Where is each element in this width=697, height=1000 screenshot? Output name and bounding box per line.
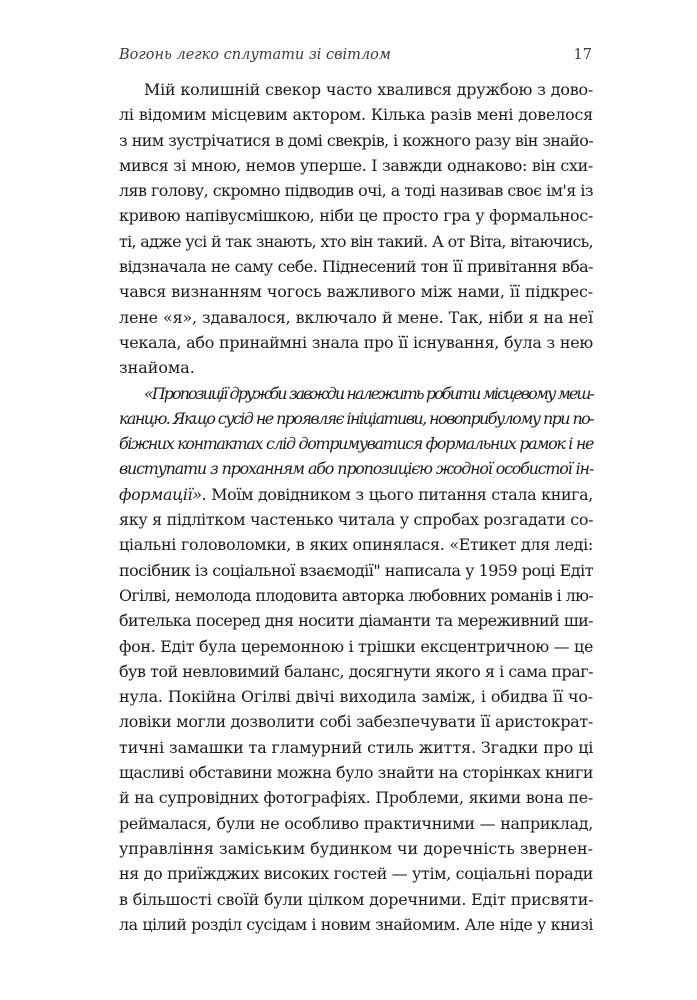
quote-line: біжних контактах слід дотримуватися формальних рамок і не: [119, 434, 593, 454]
text-line: ня до приїжджих високих гостей — утім, соціальні поради: [119, 864, 593, 884]
text-line: тичні замашки та гламурний стиль життя. Згадки про ці: [119, 737, 594, 757]
quote-line: виступати з проханням або пропозицією жодної особистої ін-: [119, 459, 593, 479]
text-line: мився зі мною, немов уперше. І завжди однаково: він схи-: [119, 155, 593, 175]
text-line: яку я підлітком частенько читала у спробах розгадати со-: [119, 510, 594, 530]
quote-line: «Пропозиції дружби завжди належить робити місцевому меш-: [144, 383, 593, 403]
text-line: бителька посеред дня носити діаманти та мереживний ши-: [119, 611, 593, 631]
text-line: ловіки могли дозволити собі забезпечувати її аристократ-: [119, 712, 593, 732]
text-line: лі відомим місцевим актором. Кілька разів мені довелося: [119, 105, 593, 125]
mixed-line: [119, 482, 593, 507]
quote-end: формації»: [119, 484, 202, 504]
text-line: в більшості своїй були цілком доречними. Едіт присвяти-: [119, 889, 594, 909]
text-line: фон. Едіт була церемонною і трішки ексцентричною — це: [119, 636, 594, 656]
text-line: з ним зустрічатися в домі свекрів, і кожного разу він знайо-: [119, 130, 593, 150]
quote-continuation: . Моїм довідником з цього питання стала книга,: [201, 484, 593, 504]
text-line: ляв голову, скромно підводив очі, а тоді називав своє ім'я із: [119, 181, 593, 201]
text-line: управління заміським будинком чи доречність звернен-: [119, 838, 593, 858]
text-line: лене «я», здавалося, включало й мене. Так, ніби я на неї: [119, 307, 593, 327]
text-line: знайома.: [119, 358, 195, 378]
running-title: Вогонь легко сплутати зі світлом: [119, 47, 391, 63]
text-line: реймалася, були не особливо практичними — наприклад,: [119, 813, 593, 833]
text-line: посібник із соціальної взаємодії" написала у 1959 році Едіт: [119, 560, 594, 580]
text-line: нула. Покійна Огілві двічі виходила заміж, і обидва її чо-: [119, 687, 593, 707]
body-text: [119, 77, 593, 937]
running-header: [119, 47, 592, 69]
text-line: Огілві, немолода плодовита авторка любовних романів і лю-: [119, 585, 594, 605]
text-line: ті, адже усі й так знають, хто він такий. А от Віта, вітаючись,: [119, 231, 593, 251]
text-line: відзначала не саму себе. Піднесений тон її привітання вба-: [119, 257, 593, 277]
text-line: ціальні головоломки, в яких опинялася. «Етикет для леді:: [119, 535, 593, 555]
page-number: 17: [573, 47, 592, 63]
text-line: кривою напівусмішкою, ніби це просто гра у формальнос-: [119, 206, 593, 226]
text-line: чався визнанням чогось важливого між нами, її підкрес-: [119, 282, 593, 302]
text-line: й на супровідних фотографіях. Проблеми, якими вона пе-: [119, 788, 593, 808]
text-line: ла цілий розділ сусідам і новим знайомим. Але ніде у книзі: [119, 914, 593, 934]
text-line: був той невловимий баланс, досягнути якого я і сама праг-: [119, 661, 594, 681]
text-line: чекала, або принаймні знала про її існування, була з нею: [119, 332, 593, 352]
text-line: Мій колишній свекор часто хвалився дружбою з дово-: [144, 80, 593, 99]
quote-line: канцю. Якщо сусід не проявляє ініціативи, новоприбулому при по-: [119, 408, 593, 428]
text-line: щасливі обставини можна було знайти на сторінках книги: [119, 763, 594, 783]
